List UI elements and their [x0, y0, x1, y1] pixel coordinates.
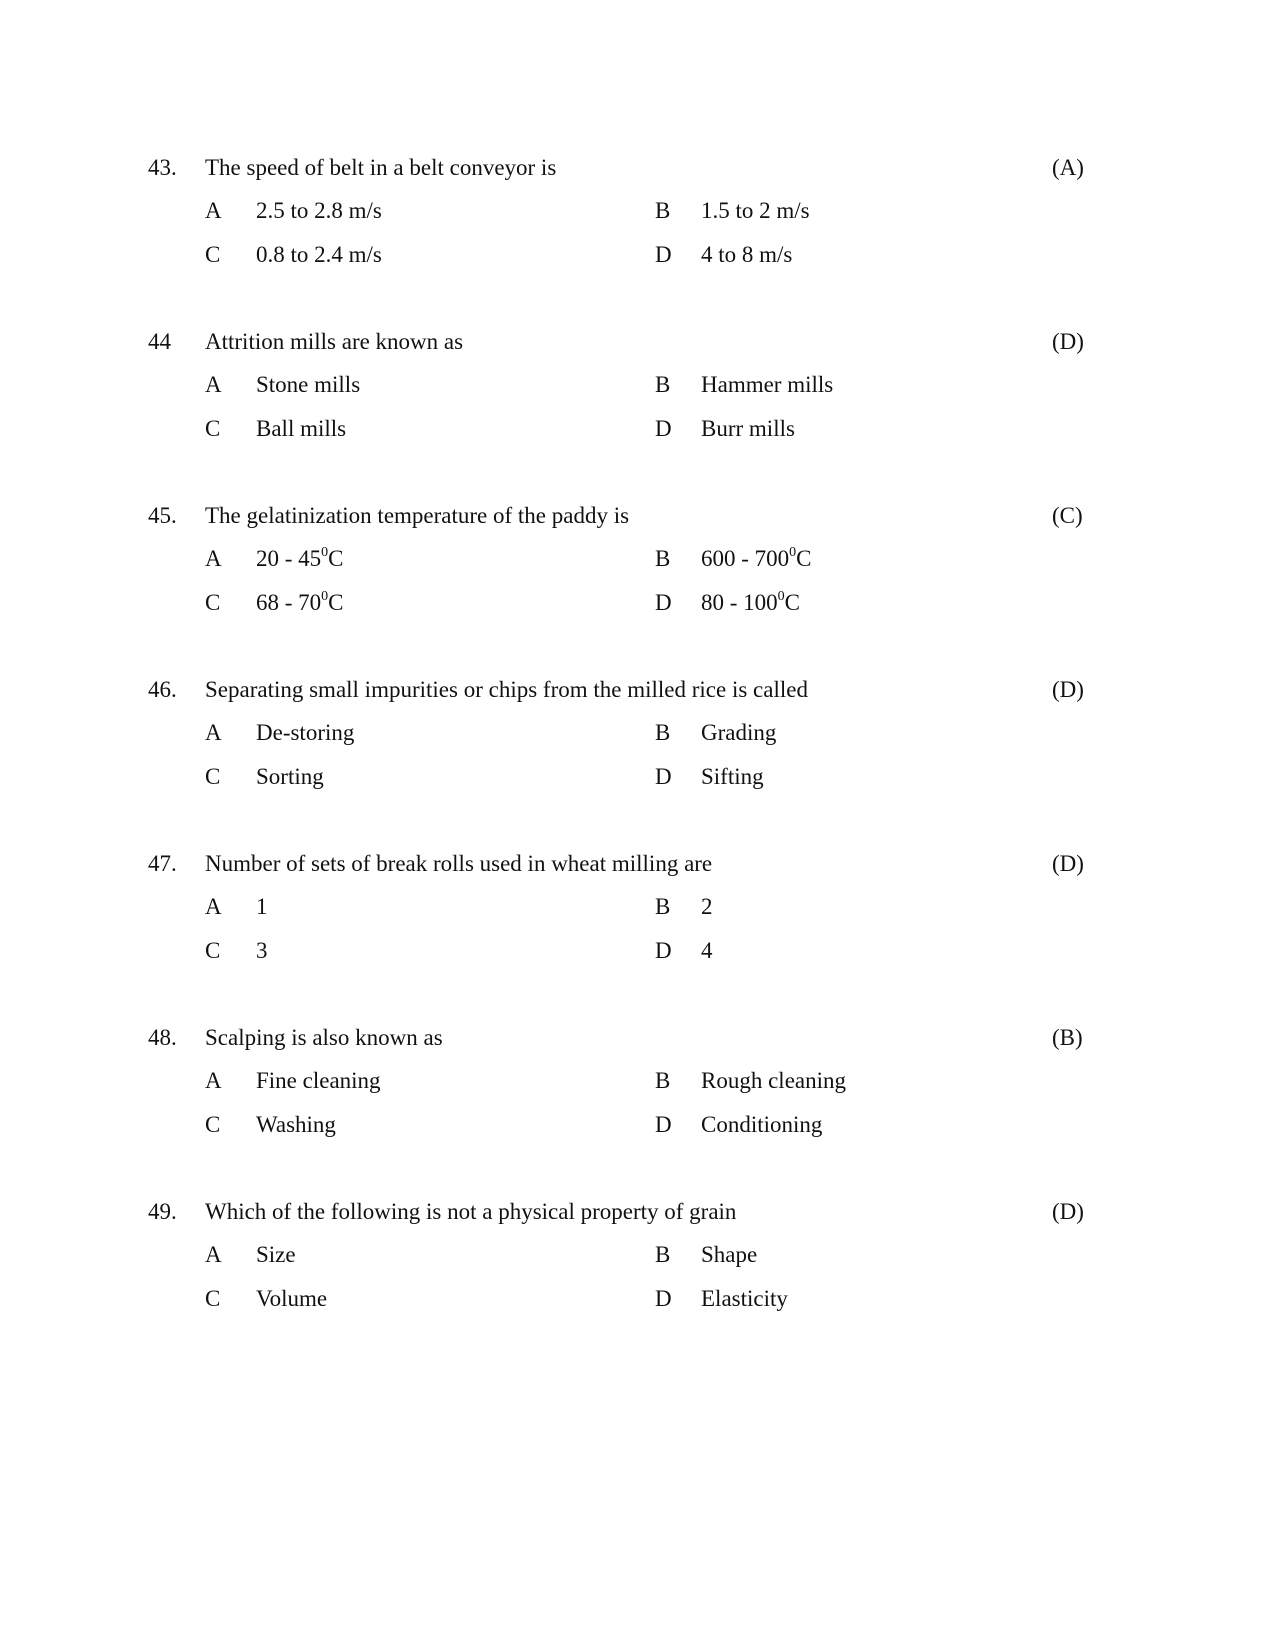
option-text: Stone mills: [256, 372, 361, 397]
option-text: 1.5 to 2 m/s: [701, 198, 810, 223]
temperature-unit: C: [328, 590, 344, 615]
option-letter: D: [655, 242, 672, 267]
answer-key: (B): [1052, 1025, 1083, 1050]
question-number: 48.: [148, 1025, 177, 1050]
question-line: [0, 848, 1275, 888]
temperature-range: 600 - 700: [701, 546, 790, 571]
option-text: 2: [701, 894, 713, 919]
question-number: 46.: [148, 677, 177, 702]
option-text: Size: [256, 1242, 296, 1267]
question-43: [0, 152, 1275, 292]
question-46: [0, 674, 1275, 814]
question-line: [0, 1196, 1275, 1236]
option-text: Sorting: [256, 764, 324, 789]
option-text: 3: [256, 938, 268, 963]
question-line: [0, 500, 1275, 540]
option-letter: A: [205, 894, 222, 919]
option-text: De-storing: [256, 720, 355, 745]
option-text: Washing: [256, 1112, 336, 1137]
question-number: 49.: [148, 1199, 177, 1224]
question-number: 43.: [148, 155, 177, 180]
degree-superscript: 0: [789, 545, 797, 561]
question-line: [0, 1022, 1275, 1062]
temperature-unit: C: [796, 546, 812, 571]
question-47: [0, 848, 1275, 988]
option-letter: B: [655, 546, 671, 571]
option-text: 4: [701, 938, 713, 963]
question-line: [0, 674, 1275, 714]
option-letter: A: [205, 546, 222, 571]
option-letter: C: [205, 590, 221, 615]
option-text: [256, 587, 344, 619]
option-text: 4 to 8 m/s: [701, 242, 793, 267]
option-text: 2.5 to 2.8 m/s: [256, 198, 382, 223]
option-letter: B: [655, 1242, 671, 1267]
option-text: [256, 543, 344, 575]
option-letter: D: [655, 590, 672, 615]
option-letter: C: [205, 1286, 221, 1311]
option-letter: B: [655, 372, 671, 397]
temperature-unit: C: [784, 590, 801, 615]
option-text: [701, 587, 800, 619]
temperature-unit: C: [328, 546, 344, 571]
option-text: Shape: [701, 1242, 758, 1267]
option-letter: C: [205, 1112, 221, 1137]
option-letter: D: [655, 416, 672, 441]
option-letter: A: [205, 1068, 222, 1093]
answer-key: (D): [1052, 329, 1084, 354]
temperature-range: 68 - 70: [256, 590, 322, 615]
question-text: Attrition mills are known as: [205, 329, 464, 354]
question-text: Scalping is also known as: [205, 1025, 443, 1050]
option-letter: B: [655, 1068, 671, 1093]
option-letter: C: [205, 416, 221, 441]
question-line: [0, 326, 1275, 366]
question-45: [0, 500, 1275, 640]
option-letter: B: [655, 720, 671, 745]
option-letter: B: [655, 198, 671, 223]
question-49: [0, 1196, 1275, 1336]
option-letter: A: [205, 198, 222, 223]
answer-key: (C): [1052, 503, 1083, 528]
option-text: Sifting: [701, 764, 764, 789]
option-text: Rough cleaning: [701, 1068, 846, 1093]
question-text: The speed of belt in a belt conveyor is: [205, 155, 557, 180]
question-44: [0, 326, 1275, 466]
option-letter: D: [655, 938, 672, 963]
question-text: The gelatinization temperature of the paddy is: [205, 503, 630, 528]
answer-key: (D): [1052, 851, 1084, 876]
option-letter: D: [655, 1112, 672, 1137]
question-number: 45.: [148, 503, 177, 528]
answer-key: (D): [1052, 1199, 1084, 1224]
question-48: [0, 1022, 1275, 1162]
option-letter: A: [205, 720, 222, 745]
option-text: Ball mills: [256, 416, 347, 441]
answer-key: (A): [1052, 155, 1084, 180]
question-text: Separating small impurities or chips from the milled rice is called: [205, 677, 808, 702]
option-text: Conditioning: [701, 1112, 823, 1137]
option-text: 0.8 to 2.4 m/s: [256, 242, 382, 267]
question-number: 44: [148, 329, 171, 354]
temperature-range: 80 - 100: [701, 590, 778, 615]
option-text: [701, 543, 812, 575]
option-letter: A: [205, 1242, 222, 1267]
option-text: Volume: [256, 1286, 328, 1311]
option-text: 1: [256, 894, 268, 919]
option-letter: C: [205, 764, 221, 789]
option-text: Fine cleaning: [256, 1068, 381, 1093]
question-line: [0, 152, 1275, 192]
option-letter: C: [205, 242, 221, 267]
option-letter: B: [655, 894, 671, 919]
option-letter: A: [205, 372, 222, 397]
option-text: Elasticity: [701, 1286, 788, 1311]
option-text: Grading: [701, 720, 777, 745]
option-text: Burr mills: [701, 416, 795, 441]
temperature-range: 20 - 45: [256, 546, 322, 571]
option-letter: C: [205, 938, 221, 963]
question-number: 47.: [148, 851, 177, 876]
option-letter: D: [655, 764, 672, 789]
answer-key: (D): [1052, 677, 1084, 702]
degree-superscript: 0: [321, 589, 329, 605]
question-text: Which of the following is not a physical property of grain: [205, 1199, 737, 1224]
degree-superscript: 0: [321, 545, 329, 561]
option-letter: D: [655, 1286, 672, 1311]
question-text: Number of sets of break rolls used in wheat milling are: [205, 851, 713, 876]
degree-superscript: 0: [777, 589, 785, 605]
option-text: Hammer mills: [701, 372, 834, 397]
